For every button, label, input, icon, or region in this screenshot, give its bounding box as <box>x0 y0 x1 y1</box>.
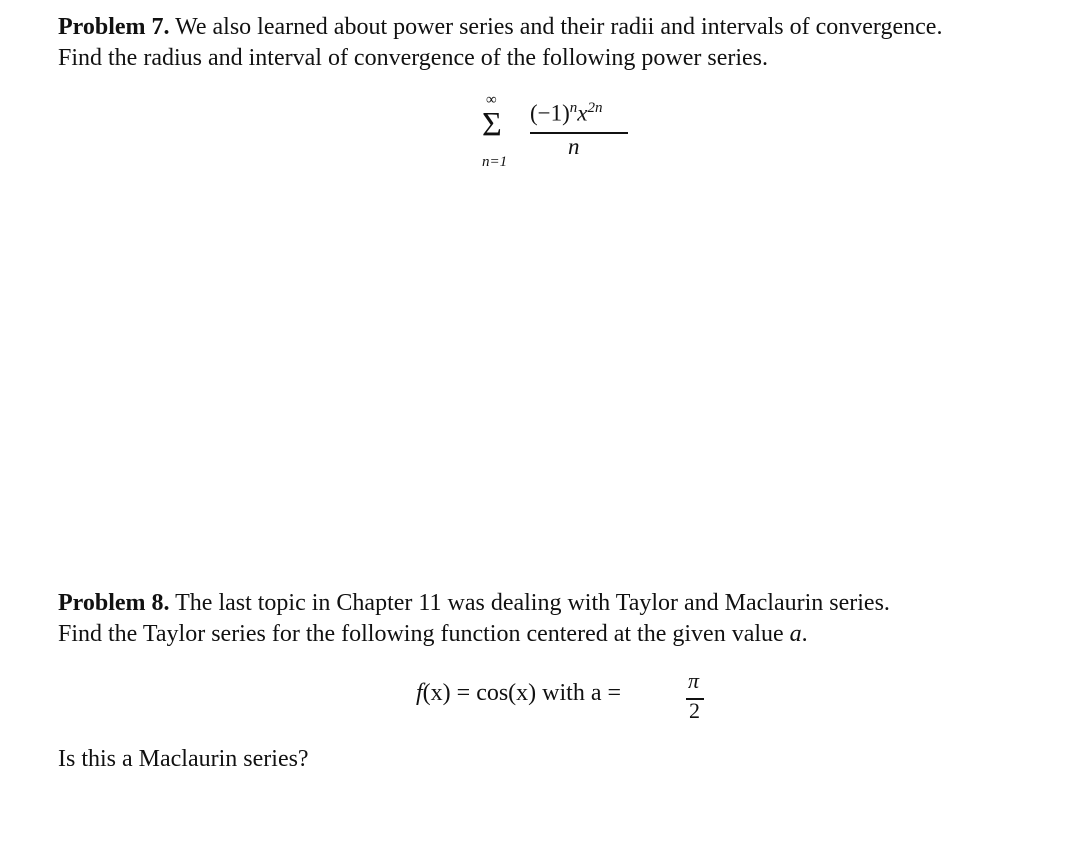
numerator-variable: x <box>577 100 588 126</box>
function-name: f <box>416 680 423 706</box>
problem-8-label: Problem 8. <box>58 590 170 616</box>
power-series-formula <box>474 94 644 180</box>
problem-8-line-1 <box>58 588 1068 619</box>
problem-8-line-1-text: The last topic in Chapter 11 was dealing with Taylor and Maclaurin series. <box>175 590 890 616</box>
fraction-numerator-pi: π <box>688 668 700 693</box>
taylor-formula-lhs <box>416 680 621 707</box>
problem-7-line-1-text: We also learned about power series and their radii and intervals of convergence. <box>175 14 943 40</box>
numerator-base: (−1) <box>530 100 570 126</box>
fraction-denominator: 2 <box>689 698 700 723</box>
problem-8-line-2-var: a <box>789 621 802 647</box>
sum-upper-limit: ∞ <box>486 92 497 108</box>
sigma-symbol: Σ <box>482 106 502 143</box>
taylor-formula <box>416 670 716 730</box>
problem-7-line-1 <box>58 12 1068 43</box>
problem-7-text <box>58 12 1068 74</box>
maclaurin-question: Is this a Maclaurin series? <box>58 746 309 772</box>
function-definition: (x) = cos(x) with a = <box>422 680 622 706</box>
problem-7-line-2: Find the radius and interval of convergence of the following power series. <box>58 45 769 71</box>
sum-lower-limit: n=1 <box>482 154 508 170</box>
problem-8-text <box>58 588 1068 650</box>
series-denominator: n <box>568 134 580 159</box>
numerator-exponent-2: 2n <box>587 100 603 116</box>
problem-7-label: Problem 7. <box>58 14 170 40</box>
problem-8-line-2 <box>58 619 1068 650</box>
numerator-exponent-1: n <box>569 100 578 116</box>
problem-8-line-2-suffix: . <box>801 621 808 647</box>
problem-8-line-2-prefix: Find the Taylor series for the following function centered at the given value <box>58 621 784 647</box>
series-numerator <box>530 100 603 127</box>
